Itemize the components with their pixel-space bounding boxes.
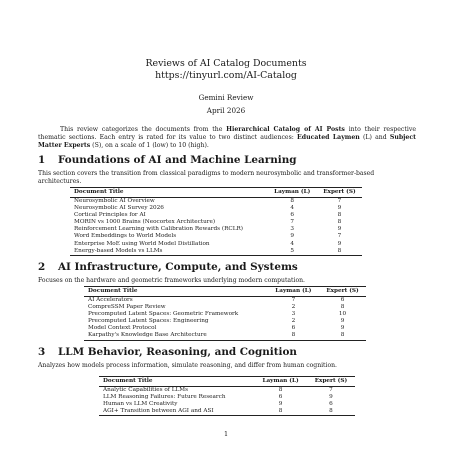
cell-layman-score: 4 (290, 240, 295, 247)
table-row (84, 318, 366, 325)
abstract-text-1: This review categorizes the documents from the (60, 126, 227, 133)
cell-document-title: LLM Reasoning Failures: Future Research (103, 394, 226, 401)
abstract-subject-experts: Subject Matter Experts (38, 134, 416, 150)
section-heading (38, 261, 298, 273)
cell-expert-score: 9 (329, 394, 333, 401)
cell-document-title: MORIN vs 1000 Brains (Neocortex Architecture) (74, 219, 216, 226)
cell-document-title: Precomputed Latent Spaces: Geometric Framework (88, 311, 239, 318)
cell-layman-score: 3 (291, 311, 296, 318)
cell-layman-score: 8 (290, 198, 295, 204)
cell-layman-score: 5 (268, 248, 317, 256)
cell-layman-score: 8 (268, 332, 319, 340)
abstract-catalog-name: Hierarchical Catalog of AI Posts (226, 126, 345, 133)
cell-expert-score: 8 (317, 248, 362, 256)
section-title: Foundations of AI and Machine Learning (58, 154, 297, 166)
table-row (84, 297, 366, 305)
cell-expert-score: 10 (338, 311, 347, 318)
abstract-educated-laymen: Educated Laymen (297, 134, 360, 142)
cell-layman-score: 6 (290, 212, 295, 219)
column-header-title: Document Title (99, 377, 254, 387)
column-header-layman: Layman (L) (268, 188, 317, 198)
cell-document-title: Analytic Capabilities of LLMs (103, 387, 188, 393)
ratings-table (70, 187, 362, 256)
cell-document-title: Neurosymbolic AI Overview (74, 198, 155, 204)
cell-document-title: Reinforcement Learning with Calibration Rewards (RCLR) (74, 226, 243, 233)
cell-layman-score: 7 (291, 297, 296, 303)
cell-document-title: Energy-based Models vs LLMs (70, 248, 268, 256)
cell-document-title: Karpathy's Knowledge Base Architecture (84, 332, 268, 340)
table-header-row (99, 377, 355, 387)
column-header-layman: Layman (L) (254, 377, 307, 387)
cell-layman-score: 3 (290, 226, 295, 233)
ratings-table (99, 376, 355, 416)
cell-expert-score: 7 (337, 233, 342, 240)
cell-expert-score: 6 (340, 297, 345, 303)
cell-document-title: Cortical Principles for AI (74, 212, 146, 219)
cell-expert-score: 8 (340, 304, 345, 311)
cell-expert-score: 8 (307, 408, 355, 416)
table-row (84, 332, 366, 340)
cell-layman-score: 6 (278, 394, 283, 401)
section-number: 3 (38, 346, 46, 358)
section-number: 1 (38, 154, 46, 166)
column-header-title: Document Title (84, 287, 268, 297)
cell-document-title: Enterprise MoE using World Model Distillation (74, 240, 210, 247)
cell-document-title: AGI+ Transition between AGI and ASI (99, 408, 254, 416)
section-heading (38, 154, 297, 166)
cell-document-title: Precomputed Latent Spaces: Engineering (88, 318, 209, 325)
column-header-expert: Expert (S) (319, 287, 366, 297)
cell-expert-score: 9 (337, 205, 342, 212)
table-row (70, 198, 362, 206)
cell-document-title: Model Context Protocol (88, 325, 157, 332)
cell-document-title: Human vs LLM Creativity (103, 401, 178, 408)
cell-expert-score: 9 (337, 226, 342, 233)
document-author: Gemini Review (198, 93, 254, 102)
cell-layman-score: 2 (291, 304, 296, 311)
page-number: 1 (223, 430, 229, 438)
cell-layman-score: 2 (291, 318, 296, 325)
table-row (84, 325, 366, 332)
table-row (99, 387, 355, 395)
abstract-text-4: (S), on a scale of 1 (low) to 10 (high). (90, 142, 209, 150)
document-date: April 2026 (206, 106, 246, 115)
cell-expert-score: 8 (337, 212, 342, 219)
cell-layman-score: 8 (278, 387, 283, 393)
column-header-title: Document Title (70, 188, 268, 198)
cell-expert-score: 9 (340, 318, 345, 325)
abstract (38, 126, 416, 151)
section-heading (38, 346, 297, 358)
cell-document-title: Neurosymbolic AI Survey 2026 (74, 205, 164, 212)
table-row (70, 233, 362, 240)
column-header-layman: Layman (L) (268, 287, 319, 297)
table-header-row (84, 287, 366, 297)
abstract-text-3: (L) and (359, 134, 390, 142)
section-number: 2 (38, 261, 46, 273)
cell-expert-score: 8 (337, 219, 342, 226)
cell-layman-score: 7 (290, 219, 295, 226)
cell-document-title: CompreSSM Paper Review (88, 304, 166, 311)
cell-expert-score: 8 (319, 332, 366, 340)
cell-layman-score: 9 (290, 233, 295, 240)
table-row (84, 304, 366, 311)
column-header-expert: Expert (S) (317, 188, 362, 198)
section-description: Focuses on the hardware and geometric frameworks underlying modern computation. (38, 277, 305, 284)
table-header-row (70, 188, 362, 198)
ratings-table (84, 286, 366, 341)
cell-document-title: AI Accelerators (88, 297, 133, 303)
cell-expert-score: 7 (329, 387, 333, 393)
cell-expert-score: 6 (329, 401, 333, 408)
section-title: LLM Behavior, Reasoning, and Cognition (58, 346, 297, 358)
table-row (70, 205, 362, 212)
abstract-text-2: into their respective thematic sections. Each entry is rated for its value to two distinct audiences: (38, 126, 416, 142)
cell-expert-score: 9 (337, 240, 342, 247)
table-row (99, 394, 355, 401)
cell-layman-score: 6 (291, 325, 296, 332)
document-title: Reviews of AI Catalog Documents (145, 58, 307, 69)
table-row (70, 226, 362, 233)
cell-expert-score: 9 (340, 325, 345, 332)
section-description: This section covers the transition from classical paradigms to modern neurosymbolic and transformer-based architectures. (38, 170, 375, 185)
table-row (99, 408, 355, 416)
cell-layman-score: 4 (290, 205, 295, 212)
table-row (84, 311, 366, 318)
column-header-expert: Expert (S) (307, 377, 355, 387)
cell-expert-score: 7 (337, 198, 342, 204)
cell-layman-score: 8 (254, 408, 307, 416)
document-url[interactable]: https://tinyurl.com/AI-Catalog (155, 70, 297, 81)
table-row (70, 248, 362, 256)
section-description: Analyzes how models process information, simulate reasoning, and differ from human cognition. (38, 362, 337, 369)
table-row (99, 401, 355, 408)
section-title: AI Infrastructure, Compute, and Systems (58, 261, 298, 273)
table-row (70, 241, 362, 248)
cell-document-title: Word Embeddings to World Models (74, 233, 177, 240)
cell-layman-score: 9 (278, 401, 283, 408)
